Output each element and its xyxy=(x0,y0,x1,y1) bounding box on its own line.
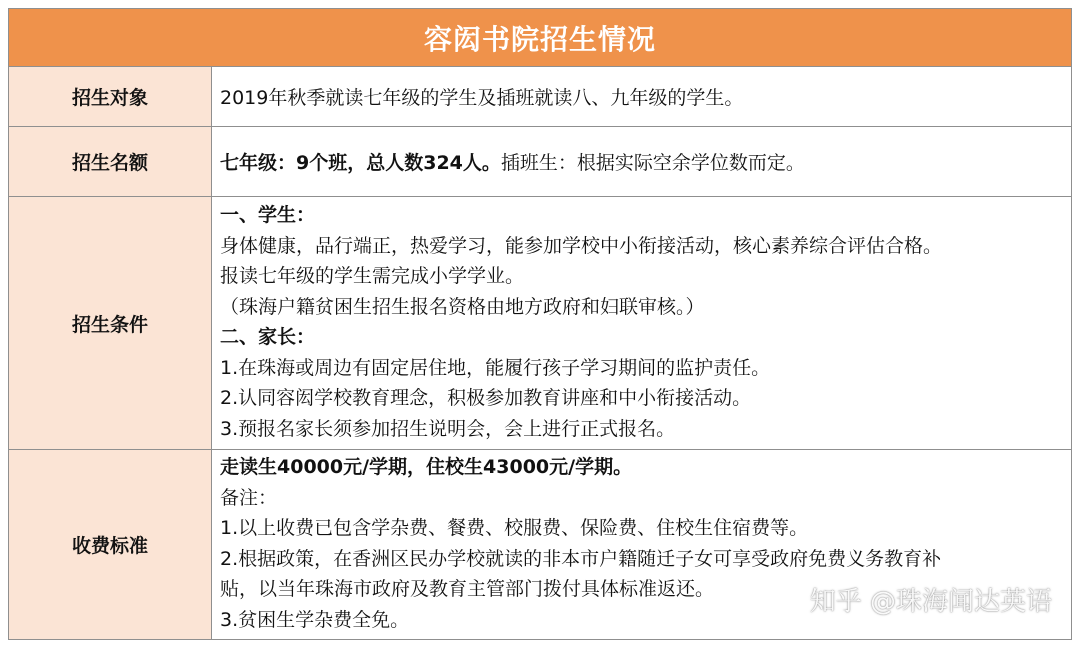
quota-bold-text: 七年级：9个班，总人数324人。 xyxy=(220,152,501,174)
content-line: 2019年秋季就读七年级的学生及插班就读八、九年级的学生。 xyxy=(220,87,744,109)
watermark: 知乎 @珠海闻达英语 xyxy=(809,587,1052,617)
row-conditions xyxy=(9,197,1071,450)
content-line: 报读七年级的学生需完成小学学业。 xyxy=(220,265,525,287)
quota-normal-text: 插班生：根据实际空余学位数而定。 xyxy=(500,152,805,174)
row-label: 收费标准 xyxy=(9,450,212,639)
content-line: 2.根据政策，在香洲区民办学校就读的非本市户籍随迁子女可享受政府免费义务教育补 xyxy=(220,547,942,570)
content-line: 备注： xyxy=(220,486,278,509)
content-line: 贴，以当年珠海市政府及教育主管部门拨付具体标准返还。 xyxy=(220,578,715,600)
content-line: 3.贫困生学杂费全免。 xyxy=(220,608,410,631)
content-line: 1.以上收费已包含学杂费、餐费、校服费、保险费、住校生住宿费等。 xyxy=(220,517,809,539)
row-label: 招生条件 xyxy=(9,197,212,449)
row-target xyxy=(9,67,1071,127)
row-content xyxy=(212,197,1071,449)
content-line: 2.认同容闳学校教育理念，积极参加教育讲座和中小衔接活动。 xyxy=(220,387,752,409)
fee-headline: 走读生40000元/学期，住校生43000元/学期。 xyxy=(220,456,633,478)
row-label: 招生对象 xyxy=(9,67,212,126)
content-line: 身体健康，品行端正，热爱学习，能参加学校中小衔接活动，核心素养综合评估合格。 xyxy=(220,234,943,257)
content-line: （珠海户籍贫困生招生报名资格由地方政府和妇联审核。） xyxy=(220,295,705,318)
table-title: 容闳书院招生情况 xyxy=(9,9,1071,67)
admission-table xyxy=(8,8,1072,640)
row-content xyxy=(212,127,1071,196)
row-label: 招生名额 xyxy=(9,127,212,196)
content-line: 3.预报名家长须参加招生说明会，会上进行正式报名。 xyxy=(220,417,676,440)
content-line: 1.在珠海或周边有固定居住地，能履行孩子学习期间的监护责任。 xyxy=(220,356,771,379)
section-heading-parents: 二、家长： xyxy=(220,326,316,348)
section-heading-students: 一、学生： xyxy=(220,204,316,226)
row-content xyxy=(212,67,1071,126)
row-quota xyxy=(9,127,1071,197)
